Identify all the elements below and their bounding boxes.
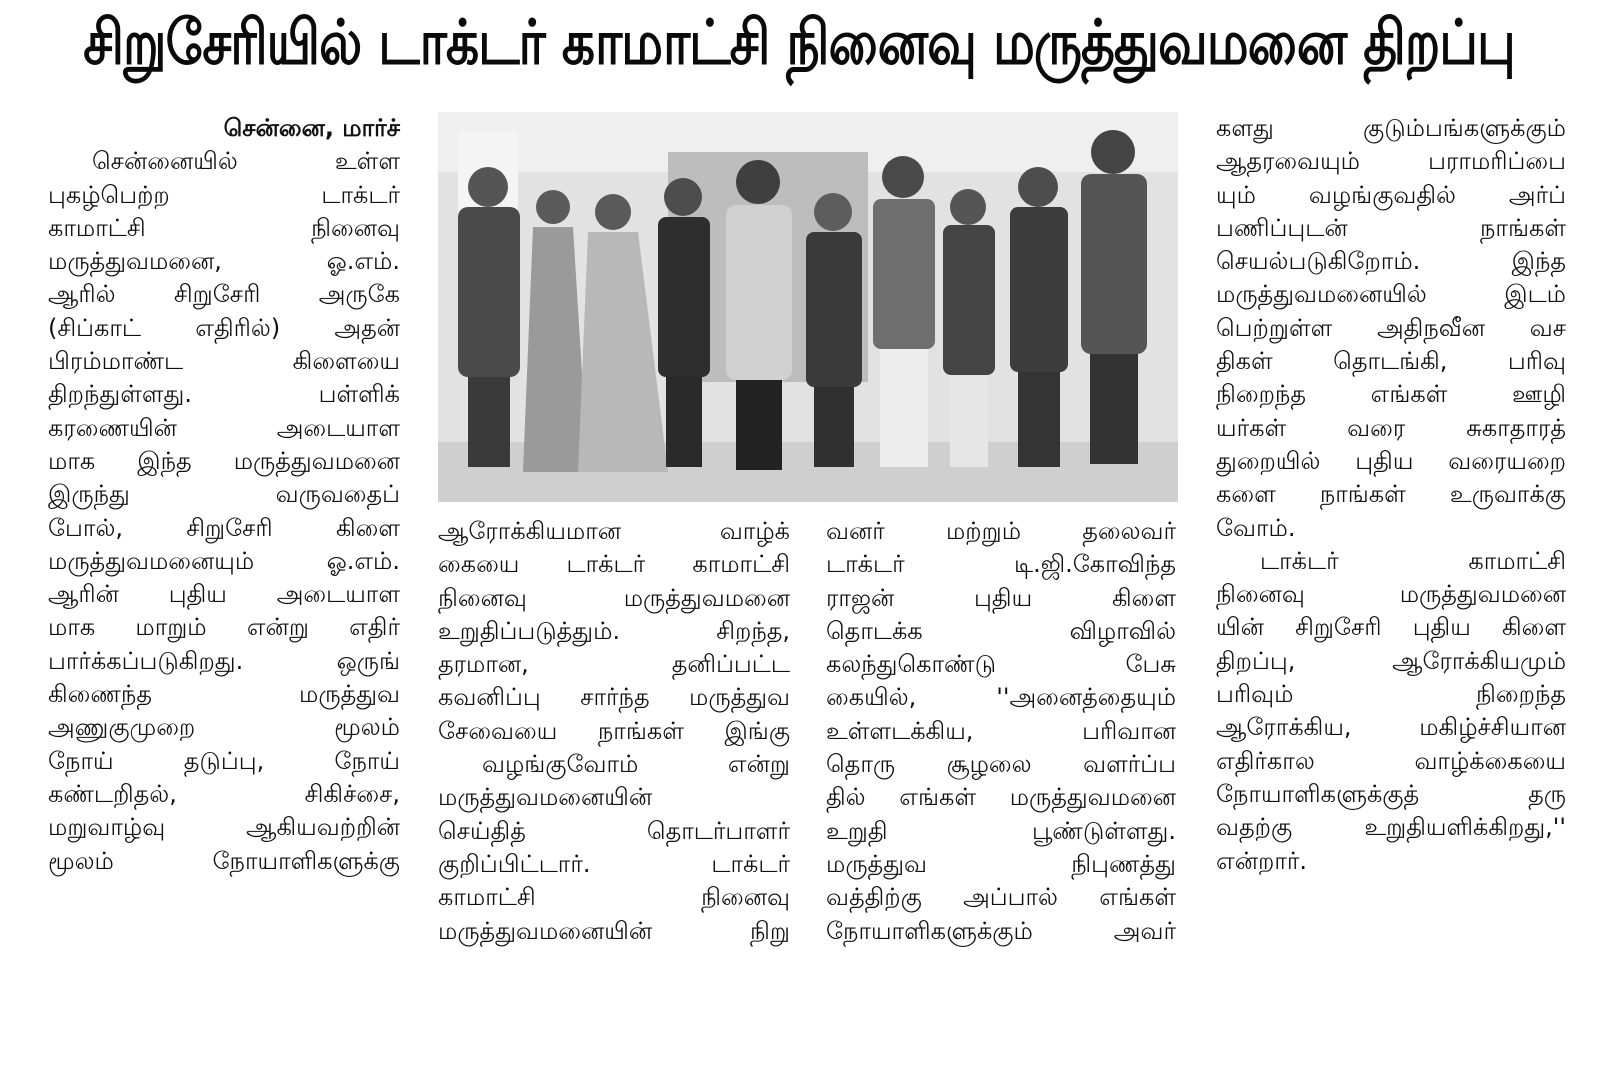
headline: சிறுசேரியில் டாக்டர் காமாட்சி நினைவு மருத்துவமனை திறப்பு: [83, 8, 1515, 79]
text-line: மாக மாறும் என்று எதிர்: [48, 613, 400, 642]
text-line: மருத்துவமனை, ஓ.எம்.: [48, 247, 400, 276]
text-line: சென்னை, மார்ச்: [223, 114, 400, 142]
article-column-3: [826, 515, 1176, 948]
text-line: துறையில் புதிய வரையறை: [1216, 446, 1566, 475]
text-line: மறுவாழ்வு ஆகியவற்றின்: [48, 813, 400, 842]
text-line: ஆரோக்கிய, மகிழ்ச்சியான: [1216, 713, 1566, 742]
text-line: மருத்துவ நிபுணத்து: [826, 849, 1176, 878]
text-line: கிணைந்த மருத்துவ: [48, 680, 400, 709]
text-line: (சிப்காட் எதிரில்) அதன்: [48, 313, 400, 342]
text-line: டாக்டர் காமாட்சி: [1260, 546, 1566, 575]
text-line: போல், சிறுசேரி கிளை: [48, 513, 400, 542]
article-column-2: [438, 515, 790, 948]
text-line: களை நாங்கள் உருவாக்கு: [1216, 480, 1566, 509]
text-line: களது குடும்பங்களுக்கும்: [1216, 114, 1566, 142]
group-photo: [438, 112, 1178, 502]
text-line: நினைவு மருத்துவமனை: [438, 583, 790, 612]
text-line: கரணையின் அடையாள: [48, 413, 400, 442]
text-line: பெற்றுள்ள அதிநவீன வச: [1216, 313, 1566, 342]
text-line: புகழ்பெற்ற டாக்டர்: [48, 180, 400, 209]
text-line: தொரு சூழலை வளர்ப்ப: [826, 750, 1176, 779]
text-line: வோம்.: [1216, 513, 1296, 542]
text-line: காமாட்சி நினைவு: [438, 883, 790, 912]
text-line: தொடக்க விழாவில்: [826, 616, 1176, 645]
text-line: உறுதிப்படுத்தும். சிறந்த,: [438, 616, 790, 645]
text-line: செய்தித் தொடர்பாளர்: [438, 816, 790, 845]
text-line: வதற்கு உறுதியளிக்கிறது,'': [1216, 813, 1566, 842]
text-line: என்றார்.: [1216, 846, 1308, 875]
text-line: எதிர்கால வாழ்க்கையை: [1216, 746, 1566, 775]
text-line: உறுதி பூண்டுள்ளது.: [826, 816, 1176, 845]
text-line: கலந்துகொண்டு பேசு: [826, 650, 1176, 679]
text-line: நோய் தடுப்பு, நோய்: [48, 746, 400, 775]
text-line: அணுகுமுறை மூலம்: [48, 713, 400, 742]
photo-illustration: [438, 112, 1178, 502]
text-line: டாக்டர் டி.ஜி.கோவிந்த: [826, 550, 1176, 579]
text-line: கையை டாக்டர் காமாட்சி: [438, 550, 790, 579]
text-line: திறப்பு, ஆரோக்கியமும்: [1216, 646, 1566, 675]
text-line: நோயாளிகளுக்கும் அவர்: [826, 916, 1176, 945]
article-column-4: [1216, 112, 1566, 878]
text-line: திறந்துள்ளது. பள்ளிக்: [48, 380, 400, 409]
text-line: வனர் மற்றும் தலைவர்: [826, 517, 1176, 545]
text-line: யும் வழங்குவதில் அர்ப்: [1216, 180, 1566, 209]
text-line: மூலம் நோயாளிகளுக்கு: [48, 846, 400, 875]
text-line: வத்திற்கு அப்பால் எங்கள்: [826, 883, 1176, 912]
text-line: நிறைந்த எங்கள் ஊழி: [1216, 380, 1566, 409]
text-line: செயல்படுகிறோம். இந்த: [1216, 247, 1566, 276]
text-line: ராஜன் புதிய கிளை: [826, 583, 1176, 612]
text-line: யர்கள் வரை சுகாதாரத்: [1216, 413, 1566, 442]
text-line: ஆரின் புதிய அடையாள: [48, 580, 400, 609]
text-line: கையில், ''அனைத்தையும்: [826, 683, 1176, 712]
text-line: பார்க்கப்படுகிறது. ஒருங்: [48, 646, 400, 675]
text-line: மருத்துவமனையின் நிறு: [438, 916, 790, 945]
text-line: காமாட்சி நினைவு: [48, 213, 400, 242]
text-line: மருத்துவமனையில் இடம்: [1216, 280, 1566, 309]
text-line: பரிவும் நிறைந்த: [1216, 680, 1566, 709]
text-line: குறிப்பிட்டார். டாக்டர்: [438, 849, 790, 878]
text-line: நினைவு மருத்துவமனை: [1216, 580, 1566, 609]
text-line: சேவையை நாங்கள் இங்கு: [438, 716, 790, 745]
text-line: நோயாளிகளுக்குத் தரு: [1216, 779, 1566, 808]
text-line: யின் சிறுசேரி புதிய கிளை: [1216, 613, 1566, 642]
text-line: உள்ளடக்கிய, பரிவான: [826, 716, 1176, 745]
text-line: கண்டறிதல், சிகிச்சை,: [48, 779, 400, 808]
text-line: மருத்துவமனையின்: [438, 783, 653, 812]
text-line: மாக இந்த மருத்துவமனை: [48, 446, 400, 475]
text-line: இருந்து வருவதைப்: [48, 480, 400, 509]
text-line: தரமான, தனிப்பட்ட: [438, 650, 790, 679]
text-line: கவனிப்பு சார்ந்த மருத்துவ: [438, 683, 790, 712]
text-line: தில் எங்கள் மருத்துவமனை: [826, 783, 1176, 812]
text-line: சென்னையில் உள்ள: [92, 147, 400, 176]
text-line: பணிப்புடன் நாங்கள்: [1216, 213, 1566, 242]
text-line: ஆரில் சிறுசேரி அருகே: [48, 280, 400, 309]
text-line: பிரம்மாண்ட கிளையை: [48, 347, 400, 376]
text-line: ஆதரவையும் பராமரிப்பை: [1216, 147, 1566, 176]
text-line: மருத்துவமனையும் ஓ.எம்.: [48, 546, 400, 575]
text-line: ஆரோக்கியமான வாழ்க்: [438, 517, 790, 545]
text-line: வழங்குவோம் என்று: [482, 750, 790, 779]
article-column-1: [48, 112, 400, 878]
text-line: திகள் தொடங்கி, பரிவு: [1216, 347, 1566, 376]
